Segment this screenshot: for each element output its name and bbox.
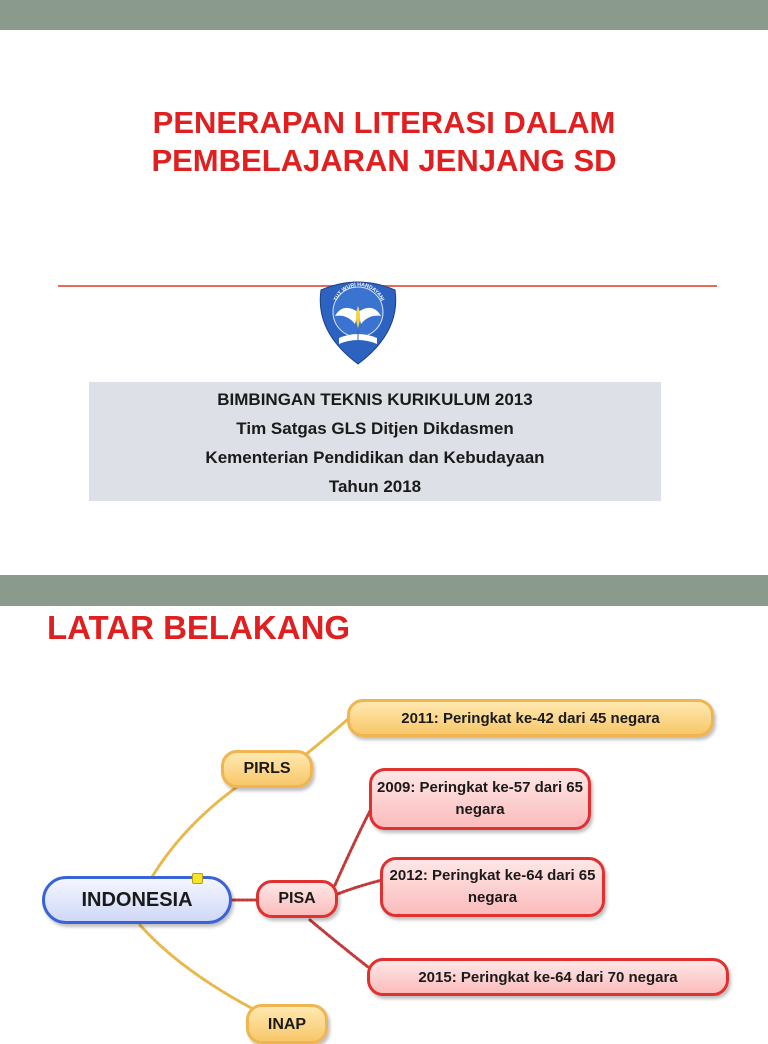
connector-pirls-2011 [305,719,348,755]
info-line-team: Tim Satgas GLS Ditjen Dikdasmen [236,419,514,438]
connector-indonesia-inap [140,925,255,1010]
node-inap: INAP [246,1004,328,1044]
title-line-1: PENERAPAN LITERASI DALAM [152,105,616,140]
info-line-year: Tahun 2018 [328,477,422,496]
connector-pisa-2012 [335,880,382,895]
event-info-box [89,382,661,501]
slide-header-bar [0,0,768,30]
info-line-event: BIMBINGAN TEKNIS KURIKULUM 2013 [217,390,533,409]
connector-pisa-2009 [335,807,372,885]
node-pisa-2009: 2009: Peringkat ke-57 dari 65 negara [369,768,591,830]
node-pisa: PISA [256,880,338,918]
background-slide [0,575,768,1033]
node-handle-icon [192,873,203,884]
connector-pisa-2015 [310,920,368,967]
node-pirls: PIRLS [221,750,313,788]
slide-title [0,104,768,180]
node-pirls-2011: 2011: Peringkat ke-42 dari 45 negara [347,699,714,737]
info-line-ministry: Kementerian Pendidikan dan Kebudayaan [205,448,545,467]
slide-heading: LATAR BELAKANG [47,609,351,646]
tut-wuri-handayani-logo [313,272,403,368]
title-line-2: PEMBELAJARAN JENJANG SD [151,143,617,178]
node-pisa-2015: 2015: Peringkat ke-64 dari 70 negara [367,958,729,996]
node-indonesia: INDONESIA [42,876,232,924]
logo-motto-text: TUT WURI HANDAYANI [332,281,386,303]
node-pisa-2012: 2012: Peringkat ke-64 dari 65 negara [380,857,605,917]
